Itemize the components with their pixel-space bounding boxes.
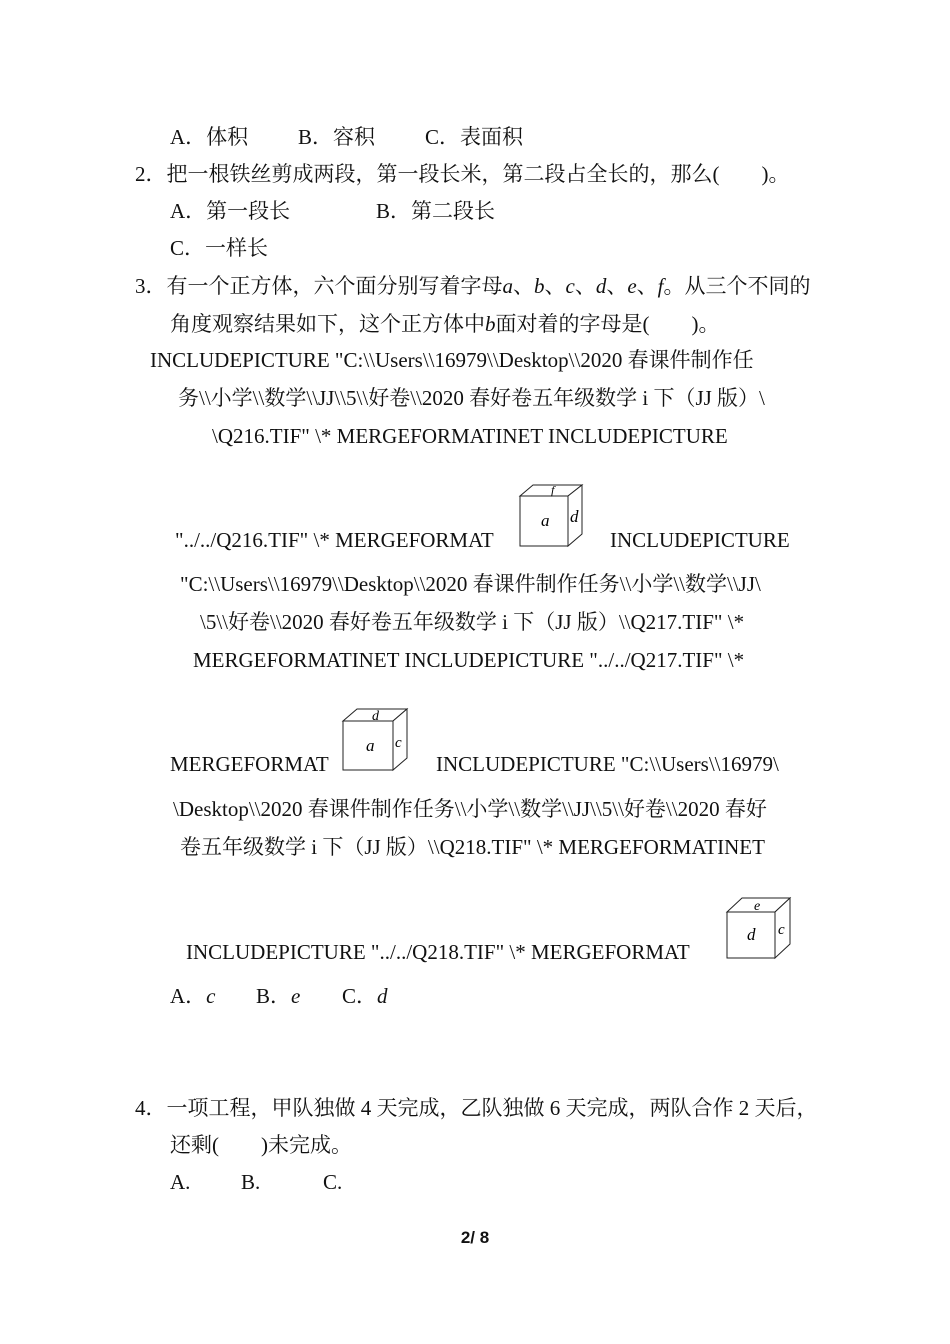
cube3-top-letter: e	[754, 899, 761, 914]
field-code-line: "../../Q216.TIF" \* MERGEFORMAT	[175, 528, 494, 552]
q2-stem: 2．把一根铁丝剪成两段，第一段长米，第二段占全长的，那么( )。	[135, 162, 790, 186]
q4-option-a: A.	[170, 1170, 191, 1194]
cube2-side-letter: c	[395, 735, 402, 751]
q2-option-b: B．第二段长	[376, 199, 496, 223]
field-code-line: INCLUDEPICTURE "C:\\Users\\16979\\Desktop\\2020 春课件制作任	[150, 348, 754, 372]
letter-a: a	[502, 274, 513, 298]
q1-option-b: B．容积	[298, 125, 376, 149]
cube-figure-2	[343, 708, 409, 772]
cube3-side-letter: c	[778, 922, 785, 938]
field-code-line: INCLUDEPICTURE "../../Q218.TIF" \* MERGEFORMAT	[186, 940, 690, 964]
letter-d: d	[595, 274, 607, 298]
cube2-front-letter: a	[366, 736, 375, 755]
letter-e: e	[627, 274, 637, 298]
q3-option-b: B．e	[256, 984, 301, 1008]
q3-stem-line1: 3．有一个正方体，六个面分别写着字母a、b、c、d、e、f。从三个不同的	[135, 274, 811, 298]
page-number: 2/ 8	[460, 1228, 490, 1247]
field-code-line: INCLUDEPICTURE "C:\\Users\\16979\	[436, 752, 779, 776]
field-code-line: \Desktop\\2020 春课件制作任务\\小学\\数学\\JJ\\5\\好卷\\2020 春好	[173, 797, 767, 821]
cube3-front-letter: d	[747, 925, 756, 944]
letter-c: c	[565, 274, 575, 298]
letter-b: b	[534, 274, 545, 298]
cube-figure-1	[520, 484, 584, 548]
q4-option-c: C.	[323, 1170, 343, 1194]
cube1-front-letter: a	[541, 511, 550, 530]
field-code-line: "C:\\Users\\16979\\Desktop\\2020 春课件制作任务\\小学\\数学\\JJ\	[180, 572, 761, 596]
q4-stem-line2: 还剩( )未完成。	[170, 1133, 352, 1157]
q3-stem-line2: 角度观察结果如下，这个正方体中b面对着的字母是( )。	[170, 312, 720, 336]
cube1-side-letter: d	[570, 507, 579, 526]
q3-option-c: C．d	[342, 984, 388, 1008]
q4-stem-line1: 4．一项工程，甲队独做 4 天完成，乙队独做 6 天完成，两队合作 2 天后，	[135, 1096, 818, 1120]
q4-option-b: B.	[241, 1170, 261, 1194]
letter-f: f	[657, 274, 664, 298]
field-code-line: INCLUDEPICTURE	[610, 528, 790, 552]
q3-option-a: A．c	[170, 984, 216, 1008]
q1-option-c: C．表面积	[425, 125, 524, 149]
field-code-line: 务\\小学\\数学\\JJ\\5\\好卷\\2020 春好卷五年级数学 i 下（JJ 版）\	[178, 386, 765, 410]
field-code-line: MERGEFORMAT	[170, 752, 329, 776]
field-code-line: \Q216.TIF" \* MERGEFORMATINET INCLUDEPICTURE	[212, 424, 728, 448]
cube1-top-letter: f	[551, 483, 555, 497]
q2-option-a: A．第一段长	[170, 199, 291, 223]
cube2-top-letter: d	[372, 709, 379, 724]
letter-b-ref: b	[485, 312, 496, 336]
field-code-line: \5\\好卷\\2020 春好卷五年级数学 i 下（JJ 版）\\Q217.TIF" \*	[200, 610, 745, 634]
q3-stem-text: 3．有一个正方体，六个面分别写着字母	[135, 274, 503, 298]
field-code-line: MERGEFORMATINET INCLUDEPICTURE "../../Q217.TIF" \*	[193, 648, 745, 672]
cube-figure-3	[727, 896, 793, 960]
q2-option-c: C．一样长	[170, 236, 269, 260]
q1-option-a: A．体积	[170, 125, 249, 149]
field-code-line: 卷五年级数学 i 下（JJ 版）\\Q218.TIF" \* MERGEFORMATINET	[180, 835, 765, 859]
